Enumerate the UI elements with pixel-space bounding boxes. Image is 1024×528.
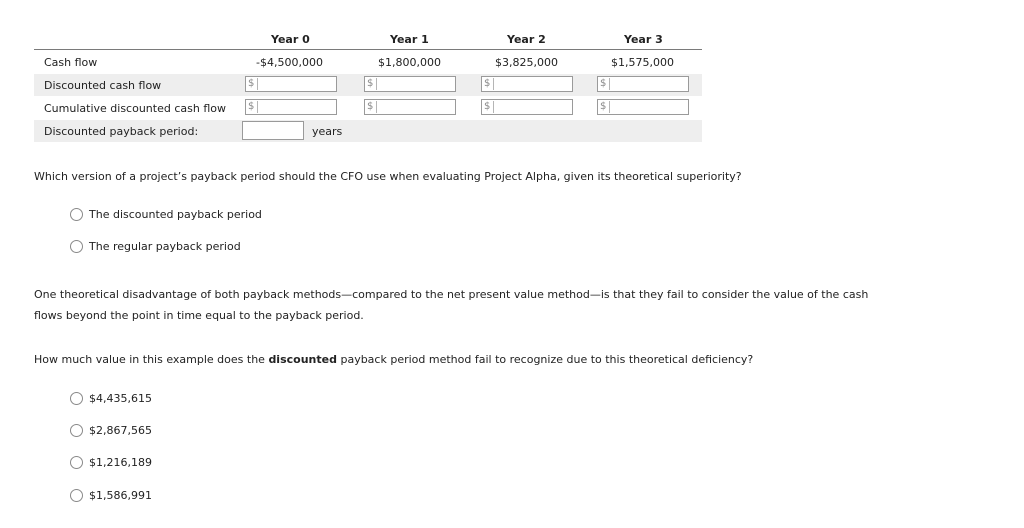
row-label: Cumulative discounted cash flow bbox=[44, 102, 226, 115]
option-label: The discounted payback period bbox=[89, 208, 262, 221]
cash-flow-year-1: $1,800,000 bbox=[378, 56, 441, 69]
question-2-emphasis: discounted bbox=[268, 353, 337, 366]
row-label: Cash flow bbox=[44, 56, 98, 69]
cumulative-dcf-year-0-input[interactable] bbox=[245, 99, 337, 115]
option-label: $1,216,189 bbox=[89, 456, 152, 469]
discounted-cash-flow-year-3-input[interactable] bbox=[597, 76, 689, 92]
explanation-paragraph: One theoretical disadvantage of both payback methods—compared to the net present value method—is that they fail to consider the value of the cash flows beyond the point in time equal to the payback period. bbox=[34, 288, 869, 322]
cash-flow-year-0: -$4,500,000 bbox=[256, 56, 323, 69]
dollar-sign: $ bbox=[484, 101, 491, 112]
option-label: $2,867,565 bbox=[89, 424, 152, 437]
discounted-cash-flow-year-0-input[interactable] bbox=[245, 76, 337, 92]
question-2-text bbox=[34, 353, 753, 366]
header-year-3: Year 3 bbox=[624, 33, 663, 46]
radio-button[interactable] bbox=[70, 489, 83, 502]
option-label: The regular payback period bbox=[89, 240, 241, 253]
cumulative-dcf-year-1-input[interactable] bbox=[364, 99, 456, 115]
table-row-discounted-payback-period bbox=[34, 120, 702, 142]
years-unit-label: years bbox=[312, 125, 343, 138]
radio-button[interactable] bbox=[70, 392, 83, 405]
radio-button[interactable] bbox=[70, 456, 83, 469]
dollar-sign: $ bbox=[248, 78, 255, 89]
radio-button[interactable] bbox=[70, 240, 83, 253]
question-1-text: Which version of a project’s payback period should the CFO use when evaluating Project Alpha, given its theoretical superiority? bbox=[34, 170, 742, 183]
dollar-sign: $ bbox=[600, 101, 607, 112]
table-row-cash-flow bbox=[34, 51, 702, 73]
discounted-payback-period-input[interactable] bbox=[242, 121, 304, 140]
radio-button[interactable] bbox=[70, 208, 83, 221]
option-label: $4,435,615 bbox=[89, 392, 152, 405]
dollar-sign: $ bbox=[600, 78, 607, 89]
dollar-sign: $ bbox=[484, 78, 491, 89]
cash-flow-year-2: $3,825,000 bbox=[495, 56, 558, 69]
row-label: Discounted payback period: bbox=[44, 125, 199, 138]
header-year-2: Year 2 bbox=[507, 33, 546, 46]
cumulative-dcf-year-2-input[interactable] bbox=[481, 99, 573, 115]
cash-flow-year-3: $1,575,000 bbox=[611, 56, 674, 69]
radio-button[interactable] bbox=[70, 424, 83, 437]
dollar-sign: $ bbox=[248, 101, 255, 112]
cumulative-dcf-year-3-input[interactable] bbox=[597, 99, 689, 115]
question-2-text-after: payback period method fail to recognize due to this theoretical deficiency? bbox=[336, 353, 754, 366]
discounted-cash-flow-year-1-input[interactable] bbox=[364, 76, 456, 92]
header-year-1: Year 1 bbox=[390, 33, 429, 46]
table-row-cumulative-discounted-cash-flow bbox=[34, 97, 702, 119]
header-divider bbox=[34, 49, 702, 50]
discounted-cash-flow-year-2-input[interactable] bbox=[481, 76, 573, 92]
question-2-text-before: How much value in this example does the bbox=[34, 353, 269, 366]
dollar-sign: $ bbox=[367, 101, 374, 112]
header-year-0: Year 0 bbox=[271, 33, 310, 46]
option-label: $1,586,991 bbox=[89, 489, 152, 502]
table-row-discounted-cash-flow bbox=[34, 74, 702, 96]
row-label: Discounted cash flow bbox=[44, 79, 162, 92]
dollar-sign: $ bbox=[367, 78, 374, 89]
